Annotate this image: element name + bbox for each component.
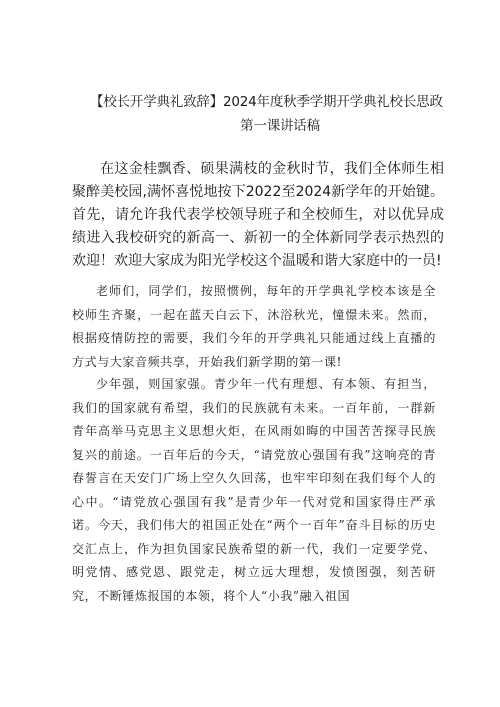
title-line-2: 第一课讲话稿: [240, 118, 320, 134]
title-line-1: 【校长开学典礼致辞】2024年度秋季学期开学典礼校长思政: [90, 94, 443, 110]
lead-paragraph: 在这金桂飘香、硕果满枝的金秋时节，我们全体师生相聚醉美校园,满怀喜悦地按下2022至2024新学年的开始键。首先，请允许我代表学校领导班子和全校师生，对以优异成绩进入我校研究的新高一、新初一的全体新同学表示热烈的欢迎！欢迎大家成为阳光学校这个温暖和谐大家庭中的一员!: [72, 161, 444, 269]
body-paragraph-2: 少年强，则国家强。青少年一代有理想、有本领、有担当，我们的国家就有希望，我们的民族就有未来。一百年前，一群新青年高举马克思主义思想火炬，在风雨如晦的中国苦苦探寻民族复兴的前途。一百年后的今天，“请党放心强国有我”这响亮的青春誓言在天安门广场上空久久回荡，也牢牢印刻在我们每个人的心中。“请党放心强国有我”是青少年一代对党和国家得庄严承诺。今天，我们伟大的祖国正处在“两个一百年”奋斗目标的历史交汇点上，作为担负国家民族希望的新一代，我们一定要学党、明党情、感党恩、跟党走，树立远大理想，发愤图强，刻苦研究，不断锤炼报国的本领，将个人“小我”融入祖国: [72, 377, 436, 603]
body-paragraph-1: 老师们，同学们，按照惯例，每年的开学典礼学校本该是全校师生齐聚，一起在蓝天白云下，沐浴秋光，憧憬未来。然而，根据疫情防控的需要，我们今年的开学典礼只能通过线上直播的方式与大家音频共享，开始我们新学期的第一课!: [72, 284, 436, 369]
document-title: [90, 90, 450, 138]
